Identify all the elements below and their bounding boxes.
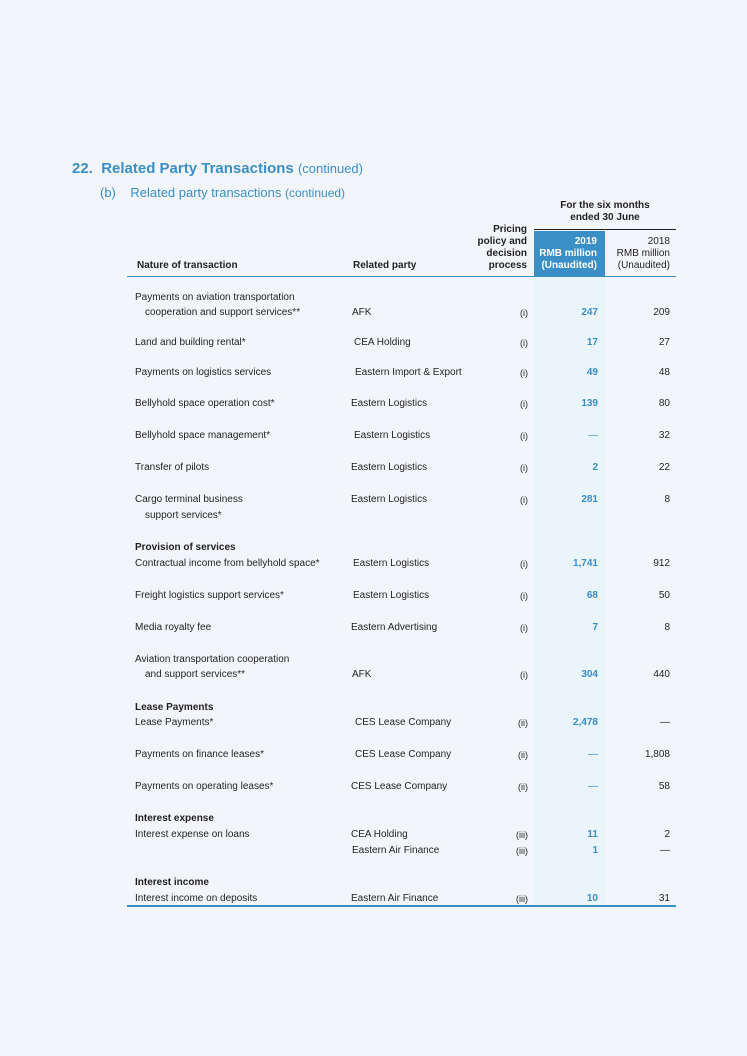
row-land-rental-policy: (i) [520,338,528,348]
row-freight-logistics-2019: 68 [586,590,598,601]
subsection-continued: (continued) [285,186,346,200]
row-aviation-income-party: AFK [352,669,372,680]
row-freight-logistics-policy: (i) [520,591,528,601]
row-lease-payments-label: Lease Payments* [135,717,214,728]
row-finance-leases-2018: 1,808 [644,749,670,760]
row-bellyhold-management-label: Bellyhold space management* [135,430,271,441]
row-interest-loans-party: CEA Holding [351,829,408,840]
row-aviation-income-label-1: Aviation transportation cooperation [135,654,290,665]
row-interest-loans-policy: (iii) [516,830,528,840]
row-finance-leases-label: Payments on finance leases* [135,749,264,760]
row-bellyhold-operation-policy: (i) [520,399,528,409]
row-contractual-income-label: Contractual income from bellyhold space* [135,558,320,569]
row-bellyhold-operation-2019: 139 [581,398,598,409]
header-rule [127,276,676,277]
row-media-royalty-party: Eastern Advertising [351,622,438,633]
row-pilot-transfer-label: Transfer of pilots [135,462,210,473]
row-land-rental-2019: 17 [586,337,598,348]
table-bottom-rule [127,905,676,907]
row-interest-finance-party: Eastern Air Finance [352,845,440,856]
row-contractual-income-party: Eastern Logistics [353,558,430,569]
row-logistics-payments-policy: (i) [520,368,528,378]
pricing-header-2: policy and [477,236,527,247]
row-interest-deposits-2019: 10 [586,893,598,904]
row-aviation-income-2019: 304 [581,669,598,680]
row-pilot-transfer-policy: (i) [520,463,528,473]
row-logistics-payments-2018: 48 [658,367,670,378]
row-lease-payments-2019: 2,478 [572,717,598,728]
row-operating-leases-label: Payments on operating leases* [135,781,274,792]
row-contractual-income-2018: 912 [653,558,670,569]
subsection-title: Related party transactions [130,185,282,200]
section-title: Related Party Transactions [101,160,294,177]
row-interest-finance-2019: 1 [592,845,598,856]
subsection-heading [100,185,345,200]
row-contractual-income-policy: (i) [520,559,528,569]
row-logistics-payments-2019: 49 [586,367,598,378]
row-interest-finance-2018: — [660,845,670,856]
row-aviation-payments-label-1: Payments on aviation transportation [135,292,295,303]
row-interest-loans-2018: 2 [664,829,670,840]
party-header: Related party [353,260,417,271]
row-aviation-payments-2018: 209 [653,307,670,318]
row-interest-loans-2019: 11 [587,829,598,840]
row-interest-loans-label: Interest expense on loans [135,829,250,840]
nature-header: Nature of transaction [137,260,238,271]
row-pilot-transfer-2018: 22 [658,462,670,473]
row-freight-logistics-party: Eastern Logistics [353,590,430,601]
pricing-header-4: process [488,260,527,271]
row-bellyhold-operation-label: Bellyhold space operation cost* [135,398,275,409]
row-bellyhold-management-2018: 32 [658,430,670,441]
row-pilot-transfer-party: Eastern Logistics [351,462,428,473]
group-interest-income: Interest income [135,877,209,888]
row-cargo-terminal-2018: 8 [664,494,670,505]
group-provision-of-services: Provision of services [135,542,236,553]
row-finance-leases-party: CES Lease Company [355,749,452,760]
row-land-rental-label: Land and building rental* [135,337,246,348]
row-aviation-payments-2019: 247 [581,307,598,318]
row-bellyhold-operation-2018: 80 [658,398,670,409]
year-2018-unit: RMB million [616,248,670,259]
row-bellyhold-management-party: Eastern Logistics [354,430,431,441]
row-aviation-payments-party: AFK [352,307,372,318]
row-pilot-transfer-2019: 2 [592,462,598,473]
row-freight-logistics-label: Freight logistics support services* [135,590,284,601]
row-interest-deposits-party: Eastern Air Finance [351,893,439,904]
row-interest-deposits-label: Interest income on deposits [135,893,258,904]
row-interest-deposits-2018: 31 [658,893,670,904]
row-aviation-payments-policy: (i) [520,308,528,318]
period-header: For the six months [560,200,650,211]
row-logistics-payments-party: Eastern Import & Export [355,367,462,378]
row-bellyhold-operation-party: Eastern Logistics [351,398,428,409]
row-operating-leases-2018: 58 [658,781,670,792]
pricing-header-1: Pricing [493,224,527,235]
row-lease-payments-policy: (ii) [518,718,528,728]
row-interest-finance-policy: (iii) [516,846,528,856]
row-freight-logistics-2018: 50 [658,590,670,601]
subsection-label: (b) [100,185,116,200]
row-operating-leases-2019: — [588,781,598,792]
year-2018-note: (Unaudited) [617,260,670,271]
row-lease-payments-2018: — [660,717,670,728]
year-2019-header: 2019 [574,236,597,247]
row-cargo-terminal-party: Eastern Logistics [351,494,428,505]
row-media-royalty-2018: 8 [664,622,670,633]
row-cargo-terminal-2019: 281 [581,494,598,505]
row-media-royalty-label: Media royalty fee [135,622,212,633]
row-interest-deposits-policy: (iii) [516,894,528,904]
row-land-rental-party: CEA Holding [354,337,411,348]
row-media-royalty-2019: 7 [592,622,598,633]
row-aviation-payments-label-2: cooperation and support services** [145,307,301,318]
row-finance-leases-policy: (ii) [518,750,528,760]
group-lease-payments: Lease Payments [135,702,214,713]
row-lease-payments-party: CES Lease Company [355,717,452,728]
row-aviation-income-label-2: and support services** [145,669,246,680]
row-aviation-income-policy: (i) [520,670,528,680]
section-number: 22. [72,160,93,177]
row-operating-leases-party: CES Lease Company [351,781,448,792]
year-2018-header: 2018 [647,236,670,247]
row-land-rental-2018: 27 [658,337,670,348]
row-cargo-terminal-label-1: Cargo terminal business [135,494,243,505]
row-cargo-terminal-policy: (i) [520,495,528,505]
row-logistics-payments-label: Payments on logistics services [135,367,272,378]
row-finance-leases-2019: — [588,749,598,760]
year-2019-note: (Unaudited) [541,260,597,271]
period-rule [534,229,676,230]
row-operating-leases-policy: (ii) [518,782,528,792]
section-continued: (continued) [297,161,363,176]
row-cargo-terminal-label-2: support services* [145,510,222,521]
year-2019-unit: RMB million [539,248,597,259]
row-aviation-income-2018: 440 [653,669,670,680]
row-media-royalty-policy: (i) [520,623,528,633]
section-heading [72,160,363,177]
pricing-header-3: decision [486,248,527,259]
row-bellyhold-management-policy: (i) [520,431,528,441]
row-bellyhold-management-2019: — [588,430,598,441]
row-contractual-income-2019: 1,741 [572,558,598,569]
period-header-2: ended 30 June [570,212,640,223]
group-interest-expense: Interest expense [135,813,214,824]
